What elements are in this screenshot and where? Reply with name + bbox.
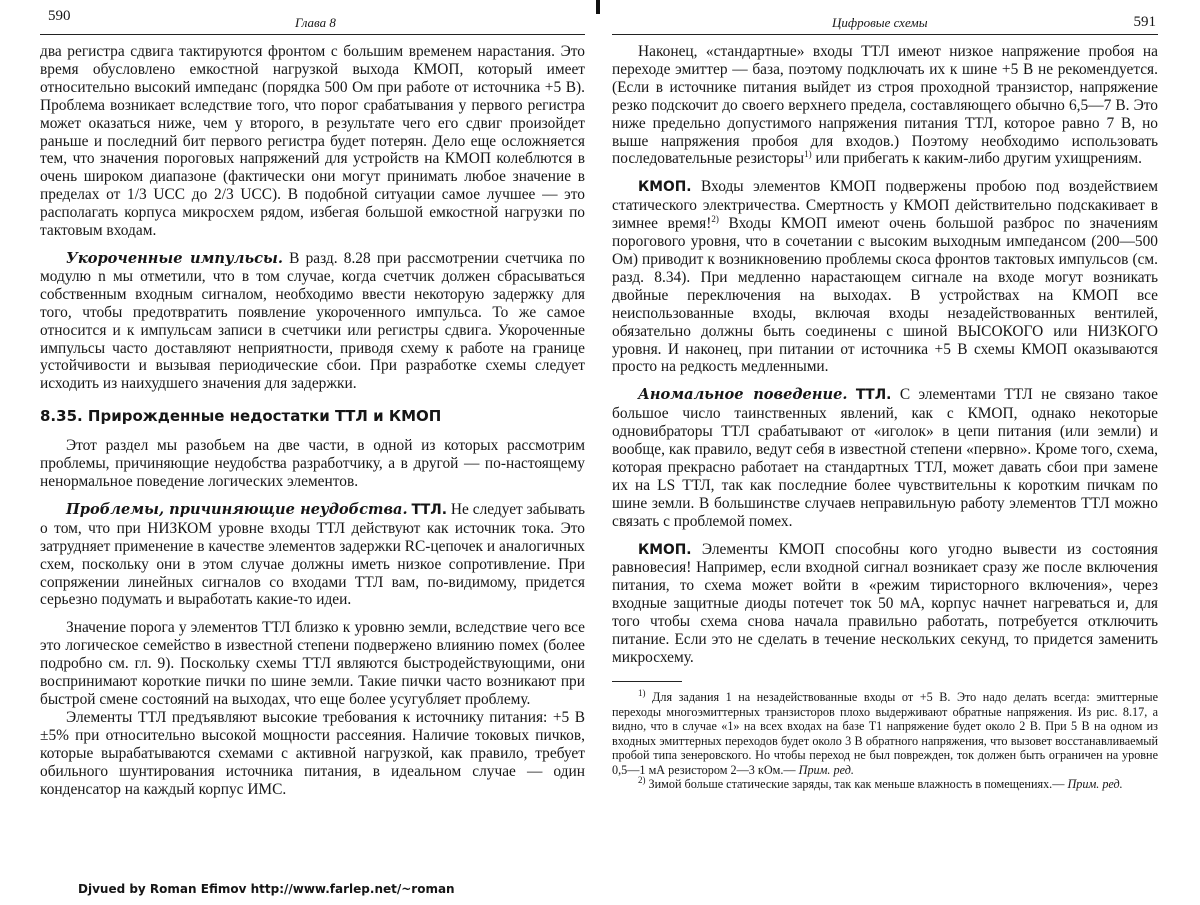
left-header (40, 0, 585, 35)
problems-title: Проблемы, причиняющие неудобства. (66, 500, 408, 518)
anomal-paragraph (612, 386, 1158, 530)
footnote-ref-1: 1) (804, 149, 812, 160)
problems-text: Не следует забывать о том, что при НИЗКОМ уровне входы ТТЛ действуют как источник тока. Это затрудняет применение в качестве элементов задержки RC-цепочек и аналогичных схем, поскольку они в этом случае должны иметь низкое сопротивление. При сопряжении линейных сигналов со входами ТТЛ вам, по-видимому, придется серьезно подумать и выработать какие-то идеи. (40, 500, 585, 609)
right-p1-text: Наконец, «стандартные» входы ТТЛ имеют низкое напряжение пробоя на переходе эмиттер — база, поэтому подключать их к шине +5 В не рекомендуется. (Если в источнике питания выйдет из строя проходной транзистор, напряжение резко подскочит до своего верхнего предела, составляющего обычно 6,5—7 В. Это ниже предельно допустимого напряжения питания ТТЛ, которое равно 7 В, но выше напряжения пробоя для входов.) Поэтому необходимо использовать последовательные резисторы (612, 43, 1158, 168)
right-p1-end: или прибегать к каким-либо другим ухищрениям. (815, 150, 1143, 168)
right-page-number: 591 (1133, 14, 1156, 30)
footnote-1-mark: 1) (638, 687, 646, 698)
footnote-2-editor: Прим. ред. (1067, 777, 1123, 792)
short-pulses-title: Укороченные импульсы. (66, 249, 283, 267)
intro-paragraph: Этот раздел мы разобьем на две части, в одной из которых рассмотрим проблемы, причиняющие неудобства разработчику, а в другой — по-настоящему ненормальное поведение логических элементов. (40, 437, 585, 491)
left-body (40, 35, 585, 798)
cmos-text-a: Входы элементов КМОП подвержены пробою под воздействием статического электричества. Смертность у КМОП действительно подскакивает в зимнее время! (612, 178, 1158, 233)
cmos2-label: КМОП. (638, 541, 692, 558)
right-body (612, 35, 1158, 792)
djvu-credit: Djvued by Roman Efimov http://www.farlep.net/~roman (78, 882, 455, 896)
supply-paragraph: Элементы ТТЛ предъявляют высокие требования к источнику питания: +5 В ±5% при относительно высокой мощности рассеяния. Наличие токовых пичков, которые вырабатываются схемами с активной нагрузкой, как правило, требует обильного шунтирования источника питания, в идеальном случае — один конденсатор на каждый корпус ИМС. (40, 708, 585, 798)
section-heading: 8.35. Прирожденные недостатки ТТЛ и КМОП (40, 407, 442, 426)
problems-paragraph (40, 501, 585, 609)
cmos2-text: Элементы КМОП способны кого угодно вывести из состояния равновесия! Например, если входной сигнал возникает сразу же после включения питания, то схема может войти в «режим тиристорного включения», через входные защитные диоды потечет ток 50 мА, корпус начнет нагреваться и, для того чтобы схема снова начала правильно работать, потребуется отключить питание. Если это не сделать в течение нескольких секунд, то придется заменить микросхему. (612, 540, 1158, 666)
left-page (40, 0, 585, 880)
right-header (612, 0, 1158, 35)
left-running-head: Глава 8 (295, 15, 336, 30)
footnote-1-editor: Прим. ред. (798, 762, 854, 777)
threshold-paragraph: Значение порога у элементов ТТЛ близко к уровню земли, вследствие чего все это логическое семейство в известной степени подвержено влиянию помех (более подробно см. гл. 9). Поскольку схемы ТТЛ являются быстродействующими, они воспринимают короткие пички по шине земли. Такие пички часто возникают при быстрой смене состояний на выходах, что еще более усугубляет проблему. (40, 619, 585, 708)
left-paragraph-1: два регистра сдвига тактируются фронтом с большим временем нарастания. Это время обусловлено емкостной нагрузкой выхода КМОП, который имеет относительно высокий импеданс (порядка 500 Ом при работе от источника +5 В). Проблема возникает вследствие того, что порог срабатывания у первого регистра может оказаться ниже, чем у второго, в результате чего его сдвиг произойдет раньше и последний бит первого регистра будет потерян. Дело еще осложняется тем, что значения пороговых напряжений для устройств на КМОП колеблются в очень широком диапазоне (фактически они могут принимать любое значение в пределах от 1/3 UCC до 2/3 UCC). В подобной ситуации самое лучшее — это располагать корпуса микросхем рядом, избегая большой емкостной нагрузки по тактовым входам. (40, 43, 585, 240)
short-pulses-paragraph (40, 250, 585, 393)
left-page-number: 590 (48, 8, 71, 24)
anomal-ttl-label: ТТЛ. (855, 387, 892, 404)
footnote-rule (612, 681, 682, 682)
footnote-1 (612, 687, 1158, 778)
right-page (612, 0, 1158, 880)
footnote-2 (612, 777, 1158, 792)
right-running-head: Цифровые схемы (832, 15, 928, 30)
anomal-text: С элементами ТТЛ не связано такое большое число таинственных явлений, как с КМОП, однако некоторые одновибраторы ТТЛ срабатывают от «иголок» в цепи питания (или земли) и вообще, как правило, ведут себя в известной степени «первно». Кроме того, схема, которая прекрасно работает на стандартных ТТЛ, может давать сбои при замене их на LS ТТЛ, так как последние более чувствительны к коротким пичкам по шине земли. В большинстве случаев неправильную работу элементов ТТЛ можно связать с проблемой помех. (612, 386, 1158, 530)
cmos-paragraph (612, 178, 1158, 376)
cmos-text-b: Входы КМОП имеют очень большой разброс по значениям порогового уровня, что в сочетании с высоким выходным импедансом (200—500 Ом) приводит к возникновению проблемы скоса фронтов тактовых импульсов (см. разд. 8.34). При медленно нарастающем сигнале на входе могут возникать двойные переключения на выходах. В устройствах на КМОП все неиспользованные входы, включая входы незадействованных вентилей, обязательно должны быть соединены с шиной ВЫСОКОГО или НИЗКОГО уровня. И наконец, при питании от источника +5 В схемы КМОП оказываются просто на редкость медленными. (612, 215, 1158, 376)
anomal-title: Аномальное поведение. (638, 386, 848, 404)
problems-ttl-label: ТТЛ. (411, 501, 448, 518)
right-paragraph-1 (612, 43, 1158, 168)
footnote-1-text: Для задания 1 на незадействованные входы от +5 В. Это надо делать всегда: эмиттерные переходы многоэмиттерных транзисторов плохо выдерживают обратные напряжения. Из рис. 8.17, а видно, что в случае «1» на всех входах на базе T1 напряжение будет около 2 В. При 5 В на одном из входных эмиттерных переходов будет около 3 В обратного напряжения, что вызовет восстанавливаемый пробой типа зенеровского. Но чтобы переход не был поврежден, ток должен быть ограничен на уровне 0,5—1 мА резистором 2—3 кОм.— (612, 689, 1158, 777)
spine-mark (596, 0, 600, 14)
cmos-label: КМОП. (638, 179, 692, 196)
footnote-2-mark: 2) (638, 775, 646, 786)
footnote-2-text: Зимой больше статические заряды, так как меньше влажность в помещениях.— (648, 777, 1065, 792)
cmos2-paragraph (612, 541, 1158, 667)
short-pulses-text: В разд. 8.28 при рассмотрении счетчика по модулю n мы отметили, что в том случае, когда счетчик должен сбрасываться собственным входным сигналом, необходимо ввести некоторую задержку для того, чтобы предотвратить появление укороченного импульса. То же самое относится и к импульсам записи в счетчики или регистры сдвига. Укороченные импульсы часто доставляют неприятности, приводя схему к работе на границе устойчивости и вызывая периодические сбои. При разработке схемы следует исходить из наихудшего значения для задержки. (40, 249, 585, 393)
footnote-ref-2: 2) (711, 214, 719, 225)
